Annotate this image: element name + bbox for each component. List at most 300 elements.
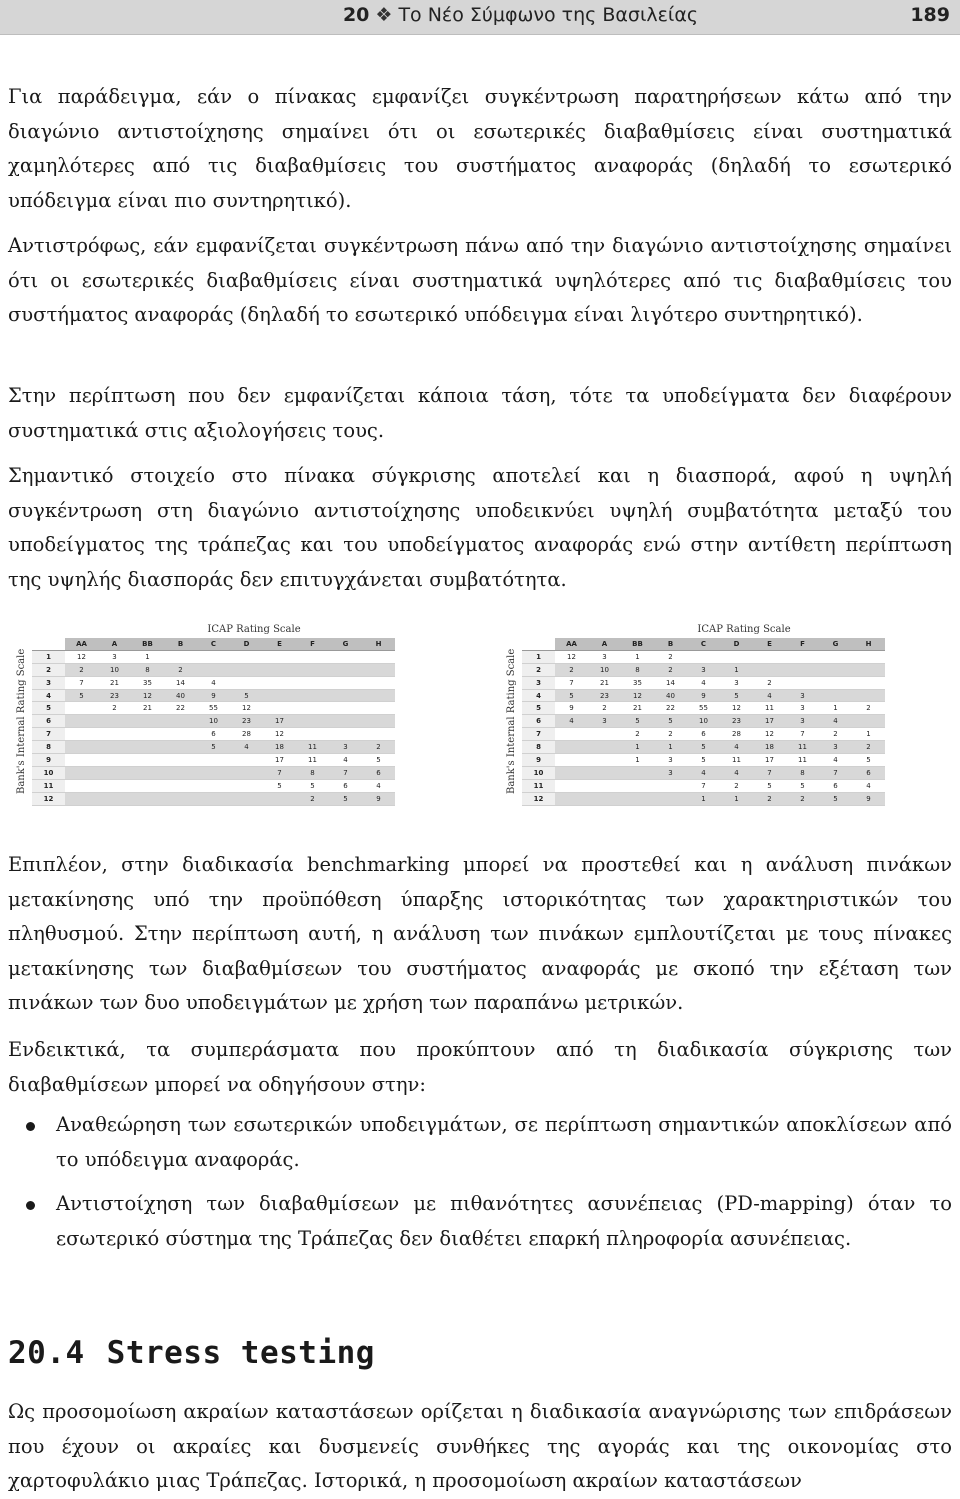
row-header: 9 <box>522 754 555 767</box>
table-cell: 4 <box>197 676 230 689</box>
column-header: B <box>654 638 687 650</box>
table-cell: 21 <box>621 702 654 715</box>
table-cell: 4 <box>362 779 395 792</box>
table-cell <box>555 779 588 792</box>
table-cell: 7 <box>786 728 819 741</box>
table-cell: 3 <box>654 766 687 779</box>
table-cell: 2 <box>753 792 786 805</box>
row-header: 4 <box>32 689 65 702</box>
table-cell: 1 <box>819 702 852 715</box>
table-cell <box>65 766 98 779</box>
table-cell: 2 <box>720 779 753 792</box>
table-cell <box>621 766 654 779</box>
table-cell: 10 <box>588 663 621 676</box>
table-cell <box>753 663 786 676</box>
table-cell <box>296 663 329 676</box>
table-cell <box>263 689 296 702</box>
table-header-row <box>522 638 885 650</box>
table-row <box>522 702 885 715</box>
table-cell <box>164 766 197 779</box>
table-cell: 2 <box>621 728 654 741</box>
column-header: H <box>852 638 885 650</box>
table-cell: 6 <box>819 779 852 792</box>
table-cell <box>131 792 164 805</box>
table-cell: 23 <box>588 689 621 702</box>
table-corner <box>522 638 555 650</box>
table-cell: 5 <box>555 689 588 702</box>
bullet-icon <box>26 1201 35 1210</box>
rating-table <box>522 638 885 806</box>
table-cell: 28 <box>720 728 753 741</box>
table-cell <box>197 650 230 663</box>
row-header: 12 <box>32 792 65 805</box>
table-cell: 35 <box>621 676 654 689</box>
rating-matrix-right: ICAP Rating Scale Bank's Internal Rating Scale AA A BB B C D E F G H 1 12 3 1 2 2 2 10 8 2 3 1 3 7 21 35 14 4 3 2 4 5 23 12 40 9 5 4 3 5 9 2 21 22 55 12 11 3 1 2 6 4 3 5 5 10 23 17 3 4 7 2 2 6 28 12 7 2 1 8 1 1 5 4 18 11 3 2 9 1 3 5 11 17 11 4 5 10 3 4 4 7 8 7 6 11 7 2 5 5 6 4 12 1 1 2 2 5 9 <box>500 624 948 824</box>
column-header: AA <box>65 638 98 650</box>
table-cell: 7 <box>555 676 588 689</box>
table-cell: 17 <box>753 715 786 728</box>
table-cell <box>65 754 98 767</box>
table-cell: 7 <box>753 766 786 779</box>
table-cell: 11 <box>720 754 753 767</box>
table-cell: 18 <box>263 741 296 754</box>
table-cell <box>362 702 395 715</box>
table-cell <box>588 754 621 767</box>
column-header: A <box>588 638 621 650</box>
table-row <box>522 792 885 805</box>
table-cell: 3 <box>588 650 621 663</box>
row-header: 10 <box>32 766 65 779</box>
table-row <box>522 676 885 689</box>
row-header: 7 <box>522 728 555 741</box>
table-cell: 22 <box>654 702 687 715</box>
table-cell: 4 <box>329 754 362 767</box>
table-cell <box>65 728 98 741</box>
table-cell: 2 <box>654 650 687 663</box>
table-cell: 3 <box>819 741 852 754</box>
table-cell <box>588 728 621 741</box>
chapter-title: Το Νέο Σύμφωνο της Βασιλείας <box>398 4 698 26</box>
table-row <box>32 728 395 741</box>
table-cell: 3 <box>786 702 819 715</box>
table-cell <box>230 792 263 805</box>
table-row <box>32 792 395 805</box>
table-cell: 11 <box>296 741 329 754</box>
table-cell <box>654 792 687 805</box>
rating-table <box>32 638 395 806</box>
table-cell: 9 <box>687 689 720 702</box>
table-cell: 4 <box>753 689 786 702</box>
table-cell: 2 <box>786 792 819 805</box>
table-cell: 7 <box>819 766 852 779</box>
table-cell <box>819 676 852 689</box>
table-cell: 55 <box>687 702 720 715</box>
table-cell: 10 <box>687 715 720 728</box>
table-cell: 17 <box>753 754 786 767</box>
row-header: 3 <box>522 676 555 689</box>
table-cell: 5 <box>65 689 98 702</box>
table-cell: 2 <box>654 663 687 676</box>
table-cell <box>98 766 131 779</box>
table-cell: 12 <box>65 650 98 663</box>
table-cell <box>588 792 621 805</box>
paragraph-2: Αντιστρόφως, εάν εμφανίζεται συγκέντρωση πάνω από την διαγώνιο αντιστοίχησης σημαίνει ότι οι εσωτερικές διαβαθμίσεις είναι συστηματικά υψηλότερες από τις διαβαθμίσεις του συστήματος αναφοράς (δηλαδή το εσωτερικό υπόδειγμα είναι λιγότερο συντηρητικό). <box>8 234 952 326</box>
table-cell: 1 <box>621 741 654 754</box>
table-cell <box>329 689 362 702</box>
row-header: 2 <box>522 663 555 676</box>
table-row <box>32 676 395 689</box>
matrix-scale-title: ICAP Rating Scale <box>207 624 301 635</box>
table-cell <box>296 715 329 728</box>
table-cell: 17 <box>263 715 296 728</box>
column-header: F <box>296 638 329 650</box>
table-cell: 5 <box>753 779 786 792</box>
table-cell: 6 <box>852 766 885 779</box>
table-cell: 10 <box>98 663 131 676</box>
row-header: 2 <box>32 663 65 676</box>
table-cell <box>819 689 852 702</box>
bullet-icon <box>26 1122 35 1131</box>
table-cell: 8 <box>621 663 654 676</box>
table-cell: 7 <box>687 779 720 792</box>
table-cell <box>131 715 164 728</box>
table-cell <box>263 702 296 715</box>
diamond-icon: ❖ <box>375 4 393 26</box>
chapter-header <box>343 4 698 26</box>
table-cell: 9 <box>197 689 230 702</box>
table-cell: 4 <box>720 766 753 779</box>
table-cell: 12 <box>753 728 786 741</box>
table-cell: 1 <box>131 650 164 663</box>
table-cell <box>296 728 329 741</box>
table-row <box>32 702 395 715</box>
table-row <box>32 715 395 728</box>
table-cell: 5 <box>329 792 362 805</box>
row-header: 8 <box>522 741 555 754</box>
table-cell <box>230 779 263 792</box>
table-cell <box>65 792 98 805</box>
row-header: 11 <box>32 779 65 792</box>
row-header: 4 <box>522 689 555 702</box>
table-row <box>522 663 885 676</box>
table-cell: 1 <box>687 792 720 805</box>
column-header: C <box>197 638 230 650</box>
table-cell <box>296 702 329 715</box>
table-cell <box>230 650 263 663</box>
table-cell <box>555 766 588 779</box>
page-number: 189 <box>910 4 950 26</box>
table-cell <box>131 741 164 754</box>
table-cell <box>588 779 621 792</box>
table-cell: 28 <box>230 728 263 741</box>
list-item <box>8 1108 952 1177</box>
table-cell: 2 <box>65 663 98 676</box>
table-cell: 5 <box>687 741 720 754</box>
table-cell: 4 <box>720 741 753 754</box>
table-cell <box>362 676 395 689</box>
row-header: 5 <box>32 702 65 715</box>
table-cell <box>197 663 230 676</box>
table-cell: 2 <box>819 728 852 741</box>
paragraph-5: Επιπλέον, στην διαδικασία benchmarking μπορεί να προστεθεί και η ανάλυση πινάκων μετακίνησης υπό την προϋπόθεση ύπαρξης ιστορικότητας των χαρακτηριστικών του πληθυσμού. Στην περίπτωση αυτή, η ανάλυση των πινάκων εμπλουτίζεται με τους πίνακες μετακίνησης των διαβαθμίσεων του συστήματος αναφοράς με σκοπό την εξέταση των πινάκων των δυο υποδειγμάτων με χρήση των παραπάνω μετρικών. <box>8 853 952 1014</box>
table-cell: 10 <box>197 715 230 728</box>
table-cell: 12 <box>131 689 164 702</box>
table-cell <box>164 754 197 767</box>
table-cell <box>296 676 329 689</box>
table-cell <box>296 689 329 702</box>
table-cell: 2 <box>852 741 885 754</box>
table-cell <box>786 650 819 663</box>
table-cell: 1 <box>621 754 654 767</box>
list-item-text: Αντιστοίχηση των διαβαθμίσεων με πιθανότητες ασυνέπειας (PD-mapping) όταν το εσωτερικό σύστημα της Τράπεζας δεν διαθέτει επαρκή πληροφορία ασυνέπειας. <box>56 1192 952 1250</box>
table-cell <box>230 663 263 676</box>
table-cell <box>720 650 753 663</box>
table-cell <box>687 650 720 663</box>
table-row <box>522 715 885 728</box>
row-header: 5 <box>522 702 555 715</box>
table-cell: 8 <box>296 766 329 779</box>
table-cell <box>98 792 131 805</box>
table-cell <box>131 754 164 767</box>
chapter-number: 20 <box>342 4 370 26</box>
table-cell: 1 <box>720 663 753 676</box>
column-header: C <box>687 638 720 650</box>
table-cell: 35 <box>131 676 164 689</box>
table-cell: 6 <box>362 766 395 779</box>
table-row <box>32 754 395 767</box>
table-cell: 5 <box>296 779 329 792</box>
row-header: 6 <box>32 715 65 728</box>
table-cell: 3 <box>687 663 720 676</box>
table-row <box>32 779 395 792</box>
row-header: 10 <box>522 766 555 779</box>
table-cell <box>329 676 362 689</box>
table-cell <box>362 715 395 728</box>
table-cell: 14 <box>164 676 197 689</box>
table-cell <box>65 779 98 792</box>
table-cell: 4 <box>819 715 852 728</box>
table-cell: 1 <box>852 728 885 741</box>
table-cell <box>263 676 296 689</box>
table-cell <box>131 779 164 792</box>
paragraph-1: Για παράδειγμα, εάν ο πίνακας εμφανίζει συγκέντρωση παρατηρήσεων κάτω από την διαγώνιο αντιστοίχησης σημαίνει ότι οι εσωτερικές διαβαθμίσεις είναι συστηματικά χαμηλότερες από τις διαβαθμίσεις του συστήματος αναφοράς (δηλαδή το εσωτερικό υπόδειγμα είναι πιο συντηρητικό). <box>8 85 952 212</box>
table-cell: 4 <box>819 754 852 767</box>
table-cell: 14 <box>654 676 687 689</box>
paragraph-6: Ενδεικτικά, τα συμπεράσματα που προκύπτουν από τη διαδικασία σύγκρισης των διαβαθμίσεων μπορεί να οδηγήσουν στην: <box>8 1038 952 1096</box>
table-cell: 7 <box>65 676 98 689</box>
table-cell: 8 <box>131 663 164 676</box>
table-cell <box>230 766 263 779</box>
table-cell: 5 <box>654 715 687 728</box>
table-cell <box>164 779 197 792</box>
table-row <box>32 663 395 676</box>
table-cell: 12 <box>555 650 588 663</box>
table-cell: 11 <box>296 754 329 767</box>
row-header: 9 <box>32 754 65 767</box>
table-cell: 5 <box>263 779 296 792</box>
table-row <box>522 728 885 741</box>
table-cell: 3 <box>720 676 753 689</box>
table-cell: 3 <box>786 689 819 702</box>
table-cell <box>362 728 395 741</box>
bullet-list <box>8 1108 952 1266</box>
table-cell: 5 <box>230 689 263 702</box>
section-heading <box>8 1335 375 1371</box>
table-cell: 11 <box>786 741 819 754</box>
table-cell: 6 <box>329 779 362 792</box>
table-cell <box>852 676 885 689</box>
row-header: 8 <box>32 741 65 754</box>
table-cell: 22 <box>164 702 197 715</box>
table-cell <box>98 728 131 741</box>
table-cell: 7 <box>329 766 362 779</box>
row-header: 1 <box>522 650 555 663</box>
column-header: F <box>786 638 819 650</box>
table-cell: 9 <box>555 702 588 715</box>
table-cell <box>296 650 329 663</box>
table-cell <box>786 676 819 689</box>
table-cell: 3 <box>786 715 819 728</box>
table-cell <box>197 754 230 767</box>
table-cell: 18 <box>753 741 786 754</box>
table-cell <box>263 650 296 663</box>
table-cell <box>230 676 263 689</box>
table-cell: 2 <box>852 702 885 715</box>
table-cell <box>852 689 885 702</box>
table-cell <box>555 741 588 754</box>
table-cell: 5 <box>786 779 819 792</box>
table-cell: 2 <box>98 702 131 715</box>
row-header: 6 <box>522 715 555 728</box>
table-cell: 5 <box>621 715 654 728</box>
table-cell <box>131 728 164 741</box>
row-header: 3 <box>32 676 65 689</box>
table-cell: 4 <box>230 741 263 754</box>
table-cell <box>329 728 362 741</box>
table-cell: 5 <box>720 689 753 702</box>
section-title: Stress testing <box>106 1335 375 1371</box>
table-corner <box>32 638 65 650</box>
table-cell: 12 <box>720 702 753 715</box>
table-cell: 11 <box>786 754 819 767</box>
table-cell <box>329 702 362 715</box>
table-cell: 40 <box>164 689 197 702</box>
table-cell <box>753 650 786 663</box>
table-cell: 3 <box>329 741 362 754</box>
paragraph-3: Στην περίπτωση που δεν εμφανίζεται κάποια τάση, τότε τα υποδείγματα δεν διαφέρουν συστηματικά στις αξιολογήσεις τους. <box>8 384 952 442</box>
table-cell <box>197 779 230 792</box>
column-header: AA <box>555 638 588 650</box>
table-cell <box>98 741 131 754</box>
matrix-scale-title: ICAP Rating Scale <box>697 624 791 635</box>
table-cell <box>362 650 395 663</box>
table-cell: 21 <box>588 676 621 689</box>
table-cell <box>164 792 197 805</box>
table-cell <box>329 715 362 728</box>
table-cell <box>654 779 687 792</box>
table-cell: 9 <box>362 792 395 805</box>
table-cell <box>65 702 98 715</box>
column-header: G <box>329 638 362 650</box>
table-cell: 40 <box>654 689 687 702</box>
table-row <box>522 741 885 754</box>
table-cell <box>588 741 621 754</box>
row-header: 7 <box>32 728 65 741</box>
table-cell: 4 <box>555 715 588 728</box>
paragraph-7: Ως προσομοίωση ακραίων καταστάσεων ορίζεται η διαδικασία αναγνώρισης των επιδράσεων που έχουν οι ακραίες και δυσμενείς συνθήκες της αγοράς και της οικονομίας στο χαρτοφυλάκιο μιας Τράπεζας. Ιστορικά, η προσομοίωση ακραίων καταστάσεων <box>8 1400 952 1492</box>
table-cell: 23 <box>720 715 753 728</box>
table-cell <box>852 715 885 728</box>
table-cell <box>555 792 588 805</box>
table-cell: 1 <box>621 650 654 663</box>
table-cell: 7 <box>263 766 296 779</box>
table-cell: 6 <box>197 728 230 741</box>
table-cell: 2 <box>588 702 621 715</box>
column-header: E <box>753 638 786 650</box>
table-cell <box>588 766 621 779</box>
table-row <box>522 779 885 792</box>
table-cell: 5 <box>819 792 852 805</box>
table-cell <box>362 663 395 676</box>
row-header: 11 <box>522 779 555 792</box>
table-cell: 23 <box>98 689 131 702</box>
table-cell <box>164 650 197 663</box>
table-cell: 12 <box>263 728 296 741</box>
column-header: E <box>263 638 296 650</box>
table-cell <box>98 779 131 792</box>
row-header: 12 <box>522 792 555 805</box>
table-cell <box>555 754 588 767</box>
list-item-text: Αναθεώρηση των εσωτερικών υποδειγμάτων, σε περίπτωση σημαντικών αποκλίσεων από το υπόδειγμα αναφοράς. <box>56 1113 952 1171</box>
table-cell <box>230 754 263 767</box>
table-cell <box>263 663 296 676</box>
column-header: D <box>720 638 753 650</box>
table-cell: 2 <box>654 728 687 741</box>
table-cell <box>98 754 131 767</box>
table-cell: 55 <box>197 702 230 715</box>
table-cell: 21 <box>131 702 164 715</box>
table-cell <box>164 741 197 754</box>
table-cell <box>852 650 885 663</box>
table-cell: 3 <box>98 650 131 663</box>
table-cell: 6 <box>687 728 720 741</box>
paragraph-4: Σημαντικό στοιχείο στο πίνακα σύγκρισης αποτελεί και η διασπορά, αφού η υψηλή συγκέντρωση στη διαγώνιο αντιστοίχησης υποδεικνύει υψηλή συμβατότητα μεταξύ του υποδείγματος της τράπεζας και του υποδείγματος αναφοράς ενώ στην αντίθετη περίπτωση της υψηλής διασποράς δεν επιτυγχάνεται συμβατότητα. <box>8 464 952 591</box>
table-cell <box>98 715 131 728</box>
table-cell <box>819 663 852 676</box>
table-cell <box>263 792 296 805</box>
table-row <box>32 689 395 702</box>
table-cell: 5 <box>197 741 230 754</box>
table-cell: 4 <box>687 676 720 689</box>
table-row <box>522 650 885 663</box>
table-cell: 2 <box>555 663 588 676</box>
table-cell <box>164 728 197 741</box>
table-cell <box>164 715 197 728</box>
table-cell <box>329 650 362 663</box>
row-header: 1 <box>32 650 65 663</box>
table-cell: 9 <box>852 792 885 805</box>
table-cell <box>197 792 230 805</box>
table-cell <box>786 663 819 676</box>
table-cell: 2 <box>296 792 329 805</box>
list-item <box>8 1187 952 1256</box>
table-cell: 23 <box>230 715 263 728</box>
table-cell: 12 <box>621 689 654 702</box>
table-cell: 2 <box>362 741 395 754</box>
rating-matrix-left: ICAP Rating Scale Bank's Internal Rating Scale AA A BB B C D E F G H 1 12 3 1 2 2 10 8 2 3 7 21 35 14 4 4 5 23 12 40 9 5 5 2 21 22 55 12 6 10 23 17 7 6 28 12 8 5 4 18 11 3 2 9 17 11 4 5 10 7 8 7 6 11 5 5 6 4 12 2 5 9 <box>10 624 458 824</box>
table-row <box>32 766 395 779</box>
column-header: A <box>98 638 131 650</box>
